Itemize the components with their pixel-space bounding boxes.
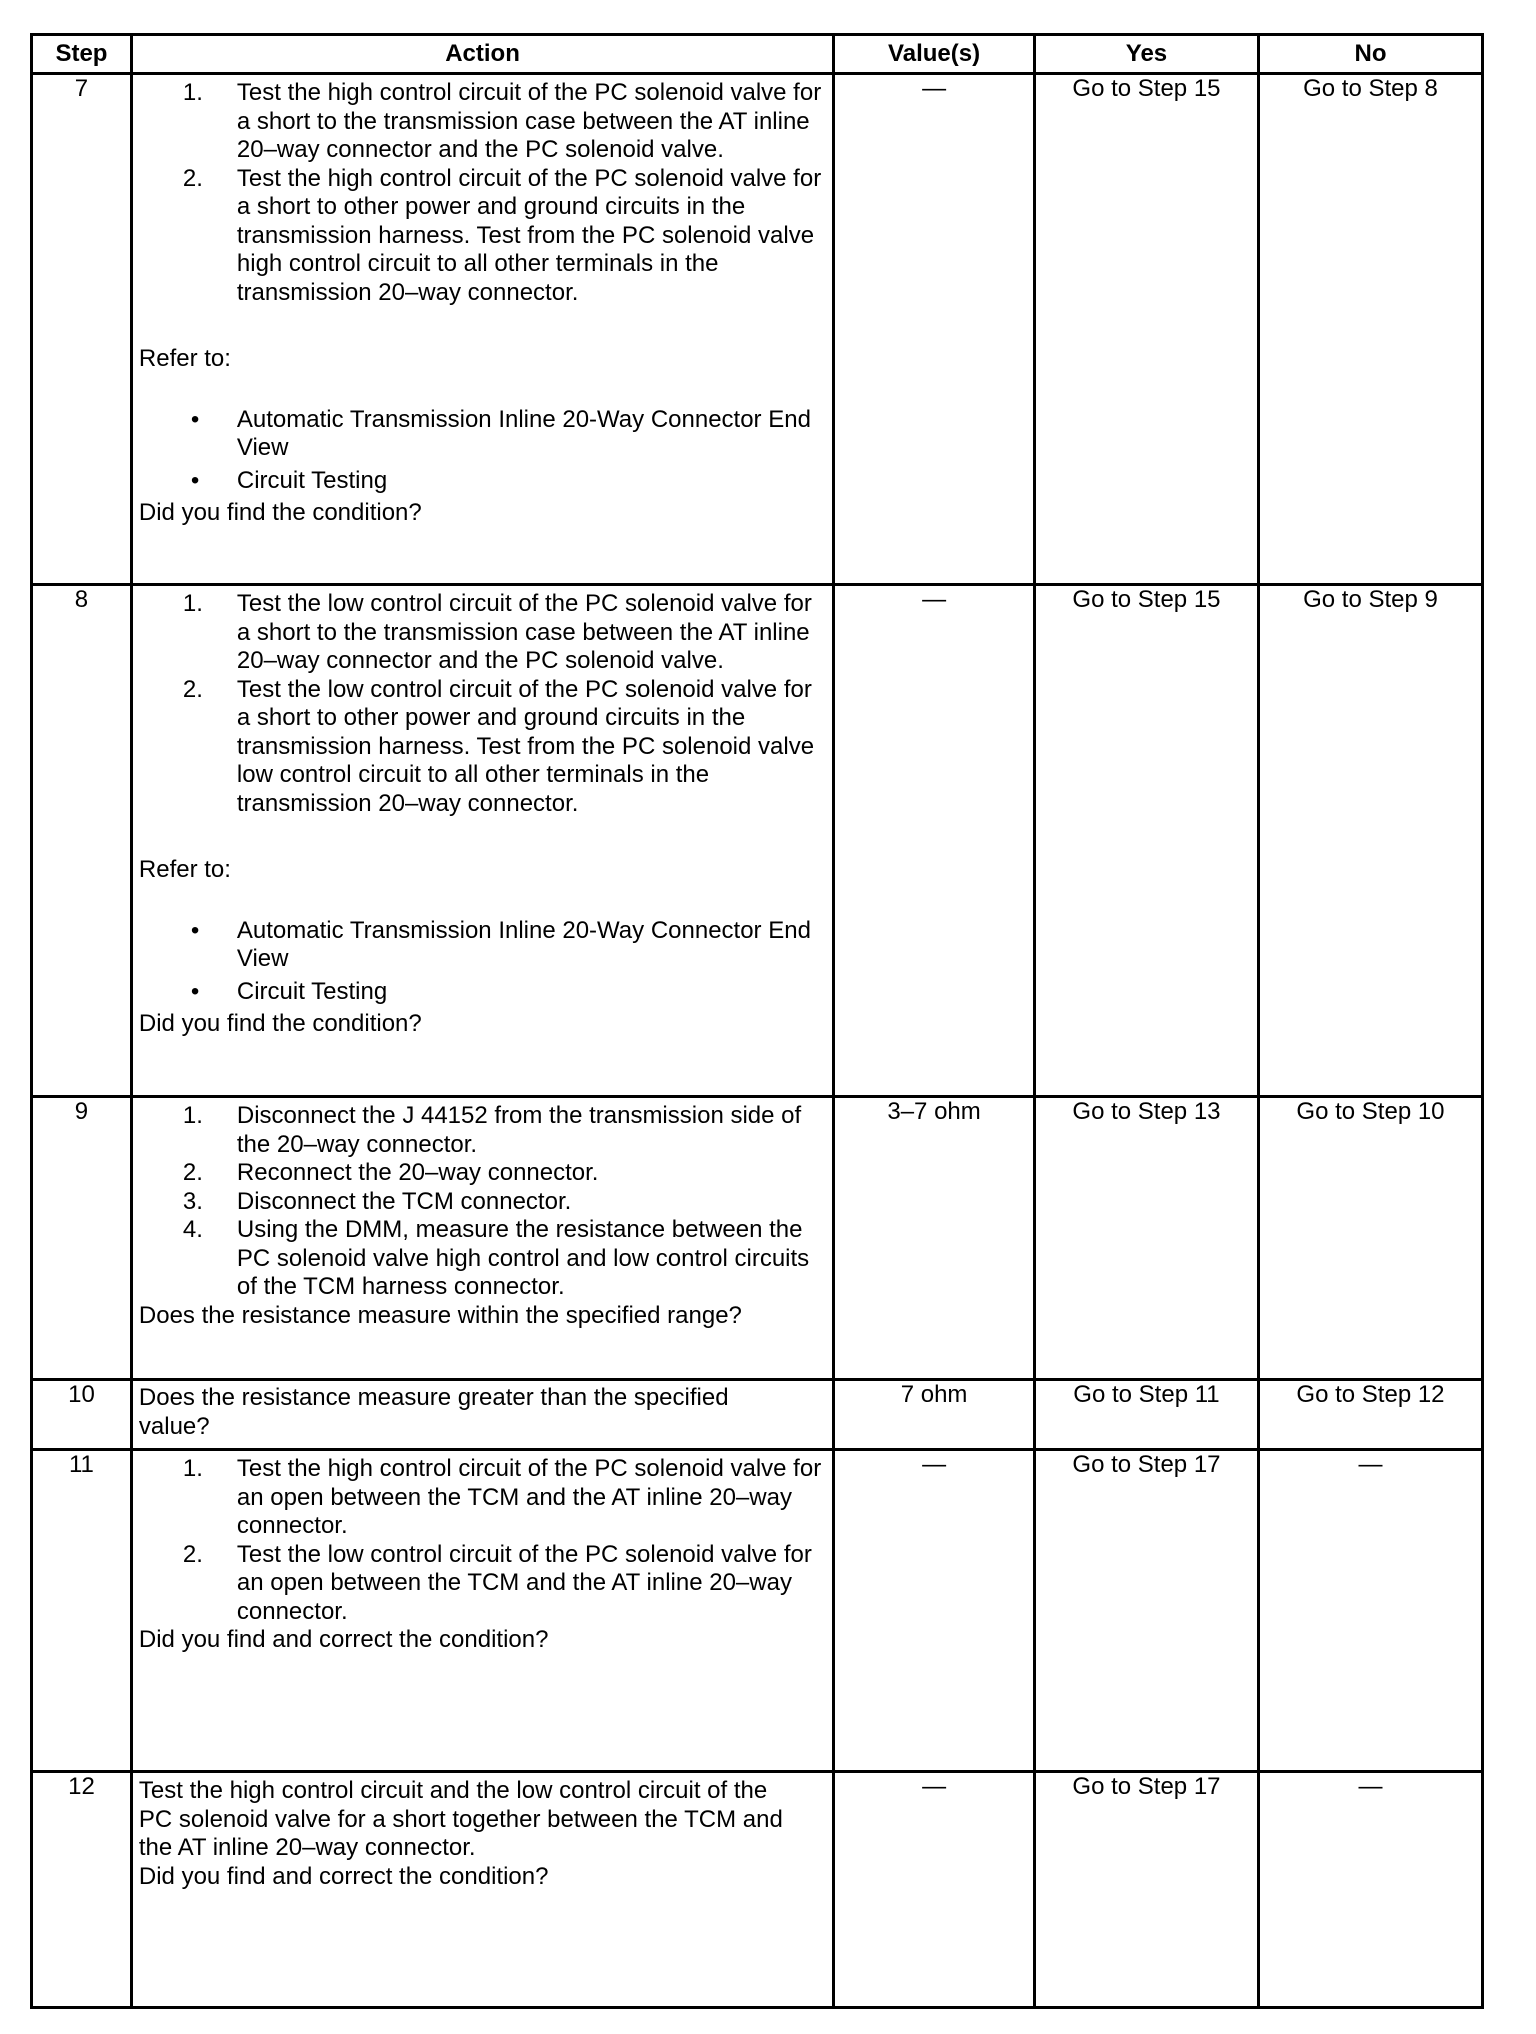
yes-cell xyxy=(1034,1380,1258,1450)
step-text: Reconnect the 20–way connector. xyxy=(236,1159,599,1186)
list-item: 4. Using the DMM, measure the resistance between the PC solenoid valve high control and low control circuits of the TCM harness connector. xyxy=(182,1216,810,1300)
step-number: 9 xyxy=(32,1097,132,1380)
action-cell xyxy=(131,1097,833,1380)
reference-link[interactable]: • Circuit Testing xyxy=(190,977,388,1005)
header-values: Value(s) xyxy=(834,35,1035,74)
action-cell xyxy=(131,1380,833,1450)
yes-cell xyxy=(1034,1450,1258,1772)
question: Did you find and correct the condition? xyxy=(138,1862,549,1890)
refer-label: Refer to: xyxy=(138,856,231,883)
diagnostic-table xyxy=(30,33,1484,2009)
step-number: 11 xyxy=(32,1450,132,1772)
no-cell xyxy=(1258,1097,1482,1380)
table-row xyxy=(32,74,1483,585)
no-cell xyxy=(1258,585,1482,1097)
no-cell: — xyxy=(1258,1450,1482,1772)
action-steps xyxy=(139,1455,826,1626)
header-step: Step xyxy=(32,35,132,74)
step-text: Test the low control circuit of the PC solenoid valve for a short to the transmission case between the AT inline 20–way connector and the PC solenoid valve. xyxy=(236,590,812,674)
step-text: Test the low control circuit of the PC solenoid valve for an open between the TCM and the AT inline 20–way connector. xyxy=(236,1540,812,1625)
reference-link[interactable]: • Automatic Transmission Inline 20-Way Connector End View xyxy=(190,405,811,461)
header-yes: Yes xyxy=(1034,35,1258,74)
yes-action[interactable]: Go to Step 13 xyxy=(1072,1098,1221,1125)
reference-list xyxy=(139,917,826,1011)
no-action[interactable]: Go to Step 9 xyxy=(1303,586,1438,613)
yes-action[interactable]: Go to Step 11 xyxy=(1073,1381,1220,1408)
table-row xyxy=(32,1380,1483,1450)
refer-label: Refer to: xyxy=(138,345,231,372)
list-item: 2. Test the high control circuit of the PC solenoid valve for a short to other power and ground circuits in the transmission harness. Test from the PC solenoid valve high control circuit to all other terminals in the transmission 20–way connector. xyxy=(182,164,822,306)
header-no: No xyxy=(1258,35,1482,74)
question: Does the resistance measure greater than the specified value? xyxy=(138,1384,729,1440)
list-item: 2. Test the low control circuit of the PC solenoid valve for an open between the TCM and the AT inline 20–way connector. xyxy=(182,1540,812,1625)
value-cell: — xyxy=(834,1772,1035,2008)
action-text: Test the high control circuit and the low control circuit of the PC solenoid valve for a short together between the TCM and the AT inline 20–way connector. xyxy=(138,1777,783,1861)
list-item: 2. Test the low control circuit of the PC solenoid valve for a short to other power and ground circuits in the transmission harness. Test from the PC solenoid valve low control circuit to all other terminals in the transmission 20–way connector. xyxy=(182,675,815,817)
reference-text: Automatic Transmission Inline 20-Way Connector End View xyxy=(236,916,811,972)
reference-text: Circuit Testing xyxy=(236,977,388,1005)
action-steps xyxy=(139,79,826,307)
value-cell: — xyxy=(834,1450,1035,1772)
yes-action[interactable]: Go to Step 17 xyxy=(1072,1451,1221,1478)
list-item: 1. Test the high control circuit of the PC solenoid valve for an open between the TCM and the AT inline 20–way connector. xyxy=(182,1455,822,1539)
reference-list xyxy=(139,406,826,500)
step-number: 8 xyxy=(32,585,132,1097)
step-text: Disconnect the J 44152 from the transmission side of the 20–way connector. xyxy=(236,1102,802,1158)
list-item: 2. Reconnect the 20–way connector. xyxy=(182,1159,599,1186)
step-text: Test the high control circuit of the PC solenoid valve for an open between the TCM and the AT inline 20–way connector. xyxy=(236,1455,822,1539)
value-cell: 3–7 ohm xyxy=(834,1097,1035,1380)
action-steps xyxy=(139,590,826,818)
step-text: Test the high control circuit of the PC solenoid valve for a short to the transmission case between the AT inline 20–way connector and the PC solenoid valve. xyxy=(236,79,822,163)
table-row xyxy=(32,585,1483,1097)
question: Does the resistance measure within the specified range? xyxy=(138,1301,742,1329)
value-cell: — xyxy=(834,585,1035,1097)
table-row xyxy=(32,1772,1483,2008)
yes-cell xyxy=(1034,1097,1258,1380)
table-row xyxy=(32,1097,1483,1380)
yes-cell xyxy=(1034,74,1258,585)
step-text: Test the high control circuit of the PC solenoid valve for a short to other power and ground circuits in the transmission harness. Test from the PC solenoid valve high control circuit to all other terminals in the transmission 20–way connector. xyxy=(236,164,822,306)
step-text: Test the low control circuit of the PC solenoid valve for a short to other power and ground circuits in the transmission harness. Test from the PC solenoid valve low control circuit to all other terminals in the transmission 20–way connector. xyxy=(236,675,815,817)
step-text: Using the DMM, measure the resistance between the PC solenoid valve high control and low control circuits of the TCM harness connector. xyxy=(236,1216,810,1300)
reference-text: Circuit Testing xyxy=(236,466,388,494)
step-text: Disconnect the TCM connector. xyxy=(236,1187,572,1215)
action-cell xyxy=(131,74,833,585)
reference-text: Automatic Transmission Inline 20-Way Connector End View xyxy=(236,405,811,461)
step-number: 12 xyxy=(32,1772,132,2008)
yes-action[interactable]: Go to Step 15 xyxy=(1072,586,1221,613)
no-cell xyxy=(1258,1380,1482,1450)
value-cell: 7 ohm xyxy=(834,1380,1035,1450)
no-action[interactable]: Go to Step 12 xyxy=(1296,1381,1445,1408)
list-item: 1. Test the low control circuit of the PC solenoid valve for a short to the transmission case between the AT inline 20–way connector and the PC solenoid valve. xyxy=(182,590,812,674)
action-steps xyxy=(139,1102,826,1302)
no-cell: — xyxy=(1258,1772,1482,2008)
action-cell xyxy=(131,1772,833,2008)
no-action[interactable]: Go to Step 8 xyxy=(1303,75,1438,102)
table-row xyxy=(32,1450,1483,1772)
no-action[interactable]: Go to Step 10 xyxy=(1296,1098,1445,1125)
value-cell: — xyxy=(834,74,1035,585)
yes-action[interactable]: Go to Step 15 xyxy=(1072,75,1221,102)
step-number: 7 xyxy=(32,74,132,585)
list-item: 1. Disconnect the J 44152 from the transmission side of the 20–way connector. xyxy=(182,1102,802,1158)
header-action: Action xyxy=(131,35,833,74)
list-item: 3. Disconnect the TCM connector. xyxy=(182,1187,572,1215)
question: Did you find and correct the condition? xyxy=(138,1626,549,1653)
no-cell xyxy=(1258,74,1482,585)
action-cell xyxy=(131,1450,833,1772)
yes-cell xyxy=(1034,585,1258,1097)
action-cell xyxy=(131,585,833,1097)
list-item: 1. Test the high control circuit of the PC solenoid valve for a short to the transmission case between the AT inline 20–way connector and the PC solenoid valve. xyxy=(182,79,822,163)
question: Did you find the condition? xyxy=(138,499,422,526)
reference-link[interactable]: • Circuit Testing xyxy=(190,466,388,494)
yes-cell xyxy=(1034,1772,1258,2008)
question: Did you find the condition? xyxy=(138,1010,422,1037)
step-number: 10 xyxy=(32,1380,132,1450)
header-row xyxy=(32,35,1483,74)
reference-link[interactable]: • Automatic Transmission Inline 20-Way Connector End View xyxy=(190,916,811,972)
yes-action[interactable]: Go to Step 17 xyxy=(1072,1773,1221,1800)
